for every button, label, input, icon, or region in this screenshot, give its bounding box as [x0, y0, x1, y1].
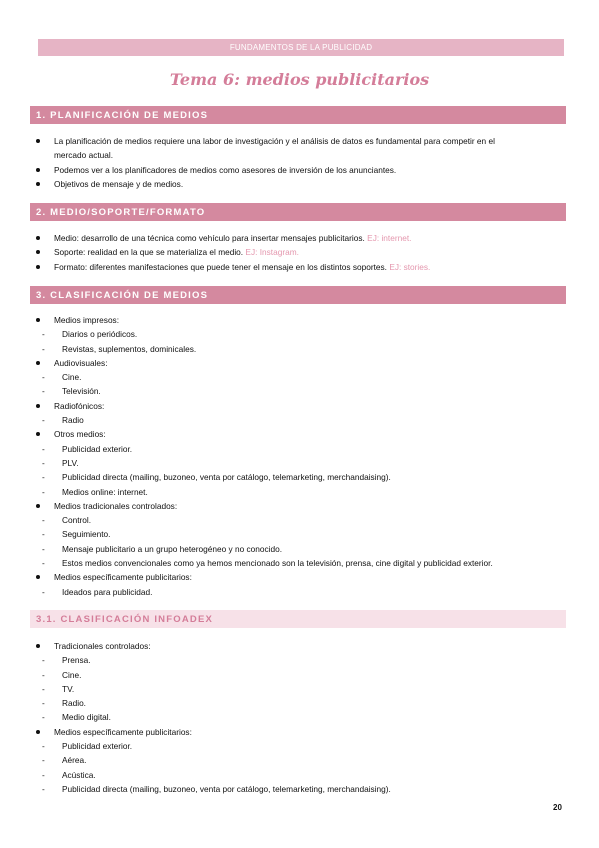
sub-list-item: - Radio: [36, 413, 570, 427]
sub-list-item: - Aérea.: [36, 753, 570, 767]
list-item: [36, 260, 570, 274]
list-item: Objetivos de mensaje y de medios.: [36, 177, 570, 191]
sub-list-item: - Control.: [36, 513, 570, 527]
course-header: FUNDAMENTOS DE LA PUBLICIDAD: [38, 39, 564, 56]
list-item: Medios específicamente publicitarios:: [36, 725, 570, 739]
sub-list-item: - Medio digital.: [36, 710, 570, 724]
page-title: Tema 6: medios publicitarios: [169, 70, 430, 89]
list-item: Medios tradicionales controlados:: [36, 499, 570, 513]
formato-definition: Formato: diferentes manifestaciones que puede tener el mensaje en los distintos soportes.: [54, 261, 387, 272]
section-heading-planificacion: 1. PLANIFICACIÓN DE MEDIOS: [30, 106, 566, 124]
sub-list-item: - Publicidad directa (mailing, buzoneo, venta por catálogo, telemarketing, merchandaising).: [36, 470, 570, 484]
soporte-example: EJ: Instagram.: [245, 247, 299, 258]
sub-list-item: - Diarios o periódicos.: [36, 327, 570, 341]
sub-list-item: - Estos medios convencionales como ya hemos mencionado son la televisión, prensa, cine digital y publicidad exterior.: [36, 556, 570, 570]
sub-list-item: - PLV.: [36, 456, 570, 470]
medio-soporte-list: [36, 231, 570, 274]
list-item: Medios específicamente publicitarios:: [36, 570, 570, 584]
list-item: Otros medios:: [36, 427, 570, 441]
sub-list-item: - Prensa.: [36, 653, 570, 667]
planificacion-list: [36, 134, 570, 191]
list-item: Medios impresos:: [36, 313, 570, 327]
list-item-continuation: mercado actual.: [54, 150, 114, 161]
section-heading-clasificacion: 3. CLASIFICACIÓN DE MEDIOS: [30, 286, 566, 304]
sub-list-item: - Acústica.: [36, 768, 570, 782]
list-item: Audiovisuales:: [36, 356, 570, 370]
medio-example: EJ: internet.: [367, 233, 412, 243]
list-item: Tradicionales controlados:: [36, 639, 570, 653]
sub-list-item: - Cine.: [36, 370, 570, 384]
page-number: 20: [553, 803, 562, 812]
sub-list-item: - Seguimiento.: [36, 527, 570, 541]
sub-list-item: - Radio.: [36, 696, 570, 710]
section-heading-infoadex: 3.1. CLASIFICACIÓN INFOADEX: [30, 610, 566, 628]
sub-list-item: - TV.: [36, 682, 570, 696]
clasificacion-list: [36, 313, 570, 599]
list-item: [36, 231, 570, 245]
sub-list-item: - Televisión.: [36, 384, 570, 398]
sub-list-item: - Mensaje publicitario a un grupo heterogéneo y no conocido.: [36, 542, 570, 556]
sub-list-item: - Cine.: [36, 668, 570, 682]
list-item: Podemos ver a los planificadores de medios como asesores de inversión de los anunciantes.: [36, 163, 570, 177]
list-item: Radiofónicos:: [36, 399, 570, 413]
list-item: La planificación de medios requiere una labor de investigación y el análisis de datos es fundamental para competir en el: [36, 134, 570, 148]
infoadex-list: [36, 639, 570, 796]
soporte-definition: Soporte: realidad en la que se materializa el medio.: [54, 247, 244, 258]
section-heading-medio-soporte: 2. MEDIO/SOPORTE/FORMATO: [30, 203, 566, 221]
sub-list-item: - Publicidad directa (mailing, buzoneo, venta por catálogo, telemarketing, merchandaising).: [36, 782, 570, 796]
medio-definition: Medio: desarrollo de una técnica como vehículo para insertar mensajes publicitarios.: [54, 233, 365, 243]
sub-list-item: - Publicidad exterior.: [36, 442, 570, 456]
list-item: [36, 245, 570, 259]
formato-example: EJ: stories.: [389, 261, 431, 272]
sub-list-item: - Revistas, suplementos, dominicales.: [36, 342, 570, 356]
sub-list-item: - Ideados para publicidad.: [36, 585, 570, 599]
sub-list-item: - Publicidad exterior.: [36, 739, 570, 753]
sub-list-item: - Medios online: internet.: [36, 485, 570, 499]
